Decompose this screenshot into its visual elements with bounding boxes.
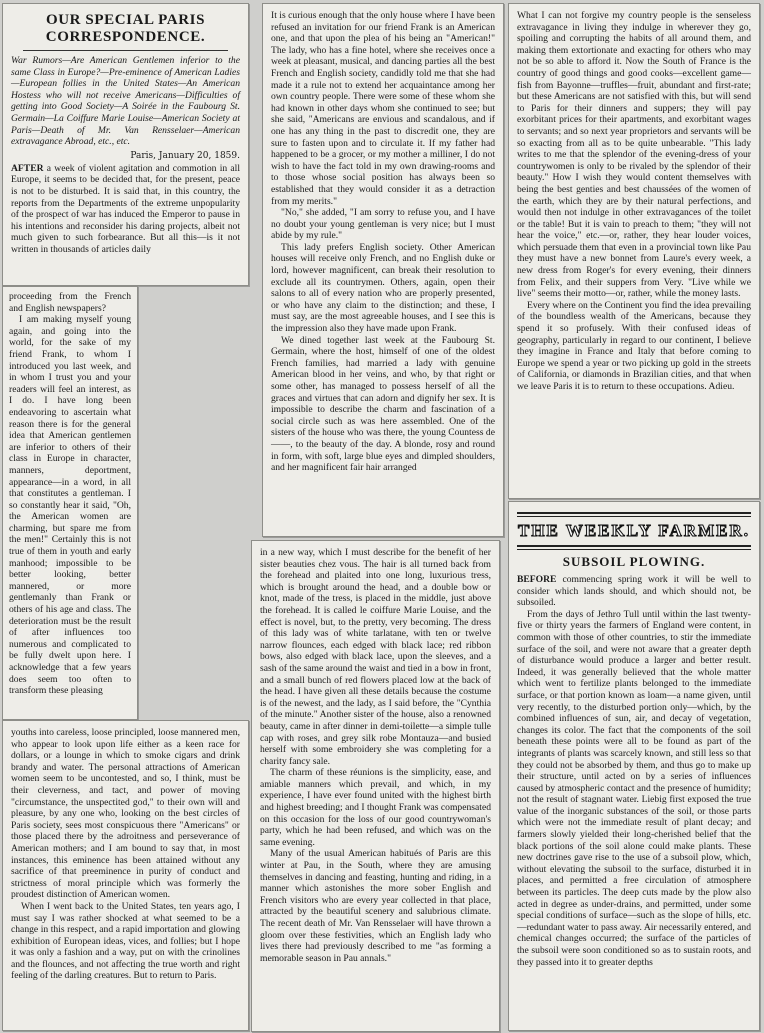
drop-cap: AFTER xyxy=(11,162,44,174)
article-title: SUBSOIL PLOWING. xyxy=(562,554,706,569)
clipping-column-two-bottom xyxy=(251,540,500,1032)
clipping-paris-correspondence-middle xyxy=(2,286,138,720)
paragraph-text: a week of violent agitation and commotion in all Europe, it seems to be decided that, for the present, peace is not to be disturbed. It is said that, in this country, the reports from the Departments of the extreme unpopularity of the prospect of war has induced the Emperor to pause in his intentions and reconsider his daring projects, albeit not much given to such forbearance. But all this—is it not written in thousands of articles daily xyxy=(11,162,240,255)
dateline: Paris, January 20, 1859. xyxy=(130,150,240,161)
clipping-paris-correspondence-top xyxy=(2,3,249,286)
paragraph: youths into careless, loose principled, loose mannered men, who appear to look upon life either as a keen race for dollars, or a lounge in which to smoke cigars and drink brandy and water. The personal attractions of American women seem to be uncontested, and so, I think, must be their cleverness, and tact, and power of moving "circumstance, the unspectited god," to their own will and pleasure, by any one who, looking on the best circles of Paris society, sees most conspicuous there "Americans" or those placed there by the adroitness and perseverance of American mothers; and I am bound to say that, in most instances, this eminence has been attained without any sacrifice of that preeminence in purity of conduct and strictness of moral principle which was formerly the proudest distinction of American women. xyxy=(11,727,240,901)
paragraph xyxy=(11,163,240,256)
paragraph: It is curious enough that the only house where I have been refused an invitation for our friend Frank is an American one, and that upon the plea of his being an "American!" The lady, who has a fine hotel, where she receives once a week at pleasant, musical, and dancing parties all the best French and English society, candidly told me that she had made it a rule not to extend her acquaintance among her own country people. There were some of these whom she had known in other days whom she continued to see; but she said, "Americans are envious and scandalous, and if one has any thing in the past to discredit one, they are sure to fasten upon and to circulate it. If my father had happened to be a grocer, or my mother a milliner, I do not wish to have the fact told in my own drawing-rooms and to those whose social position has always been so established that they would consider it as a detraction from my merits." xyxy=(271,10,495,207)
clipping-column-three-top xyxy=(508,3,760,499)
article-title: OUR SPECIAL PARIS CORRESPONDENCE. xyxy=(45,12,206,45)
section-title: THE WEEKLY FARMER. xyxy=(517,521,750,540)
clipping-column-two-top xyxy=(262,3,504,537)
paragraph: proceeding from the French and English newspapers? xyxy=(9,291,131,314)
section-divider xyxy=(517,545,751,550)
paragraph xyxy=(517,574,751,609)
paragraph: The charm of these réunions is the simplicity, ease, and amiable manners which prevail, and which, in my experience, I have ever found united with the highest birth and highest breeding; and I thought Frank was compensated on this occasion for the loss of our good countrywoman's party, which he had been refused, and which was on the same evening. xyxy=(260,767,491,848)
clipping-weekly-farmer xyxy=(508,501,760,1031)
paragraph-text: commencing spring work it will be well to consider which lands should, and which should not, be subsoiled. xyxy=(517,574,751,609)
drop-cap: BEFORE xyxy=(517,574,557,585)
paragraph: "No," she added, "I am sorry to refuse you, and I have no doubt your young gentleman is very nice; but I must abide by my rule." xyxy=(271,207,495,242)
article-summary: War Rumors—Are American Gentlemen inferior to the same Class in Europe?—Pre-eminence of American Ladies—European follies in the United States—An American Hostess who will not receive Americans—Difficulties of getting into Good Society—A Soirée in the Faubourg St. Germain—La Coiffure Marie Louise—American Society at Paris—Death of Mr. Van Rensselaer—American extravagance Abroad, etc., etc. xyxy=(11,55,240,148)
section-divider xyxy=(517,512,751,517)
paragraph: in a new way, which I must describe for the benefit of her sister beauties chez vous. The hair is all turned back from the forehead and plaited into one long, luxurious tress, which is brought around the head, and a double bow or knot, made of the tress, is placed in the middle, just above the forehead. It is called le coiffure Marie Louise, and the effect is novel, but, to the pretty, very becoming. The dress of this lady was of white tarlatane, with ten or twelve narrow flounces, each edged with black lace; red ribbon bows, also edged with black lace, upon the sleeves, and a sash of the same around the waist and tied in a bow in front, and a small bunch of red flowers placed low at the back of the head. I have given all these details because the costume is of the newest, and the lady, as I said before, the "Cynthia of the minute." Another sister of the house, also a renowned beauty, came in after dinner in demi-toilette—a simple tulle cap with roses, and grey silk robe Montauza—and busied herself with some embroidery she was completing for a charity fancy sale. xyxy=(260,547,491,767)
paragraph: Every where on the Continent you find the idea prevailing of the boundless wealth of the Americans, because they spend it so profusely. With their confused ideas of geography, particularly in regard to our continent, I believe they imagine in France and Italy that before coming to Europe we spend a year or two picking up gold in the streets of California, or diamonds in Brazilian cities, and that when we leave Paris it is to return to these occupations. Adieu. xyxy=(517,299,751,392)
title-rule xyxy=(23,50,228,51)
paragraph: From the days of Jethro Tull until within the last twenty-five or thirty years the farmers of England were content, in common with those of other countries, to stir the immediate surface of the soil, and were not aware that a greater depth of disturbance would produce a larger and better result. Indeed, it was generally believed that the whole matter which went to fertilize plants belonged to the immediate surface, or that portion known as loam—a name given, until very recently, to the disturbed portion only—which, by the combined influences of sun, air, and decay of vegetation, changes its color. The fact that the components of the soil beneath these points were all to be found as part of the integrants of plants was scarcely known, and still less so that they could not be absorbed by them, and thus go to make up their structure, until acted on by a series of influences caused by atmospheric contact and the presence of humidity; not the result of stagnant water. Liebig first exposed the true value of the inorganic substances of the soil, or those parts which were not the immediate result of plant decay; and farmers slowly yielded their long-cherished belief that the black portions of the soil alone could make plants. These new doctrines gave rise to the use of a subsoil plow, which, without elevating the subsoil to the surface, disturbed it in places, and permitted a free circulation of atmosphere between its particles. The deep cuts made by the plow also acted in degree as under-drains, and permitted, under some special conditions of surface—such as the slope of hills, etc.—redundant water to pass away. Air necessarily entered, and chemical changes occurred; the surface of the particles of the subsoil were soon conditioned so as to sustain roots, and they passed into it to greater depths xyxy=(517,608,751,968)
clipping-paris-correspondence-bottom xyxy=(2,720,249,1031)
paragraph: I am making myself young again, and going into the world, for the sake of my friend Frank, to whom I introduced you last week, and in whom I trust you and your readers will feel an interest, as I do. I have long been endeavoring to ascertain what reason there is for the general idea that American gentlemen are inferior to others of their class in Europe in character, manners, deportment, appearance—in a word, in all that constitutes a gentleman. I so constantly hear it said, "Oh, the American women are charming, but spare me from the men!" Certainly this is not true of them in youth and early manhood; impossible to be better looking, better mannered, or more gentlemanly than Frank or others of his age and class. The deterioration must be the result of after influences too numerous and complicated to be fully dwelt upon here. I acknowledge that a few years does seem too often to transform these pleasing xyxy=(9,314,131,697)
paragraph: What I can not forgive my country people is the senseless extravagance in living they indulge in wherever they go, spoiling and corrupting the habits of all around them, and making them extortionate and exacting for others who may not be so able to afford it. Now the South of France is the country of good things and good cooks—excellent game—fish from Bayonne—truffles—fruit, abundant and first-rate; but these Americans are not satisfied with this, but will send to Paris for their dinners and suppers; they will pay exorbitant prices for their apartments, and exorbitant wages to servants; and so next year proprietors and servants will be so exacting from all as to be quite unbearable. "This lady writes to me that the splendor of the evening-dress of your countrywomen is only to be rivaled by the splendor of their beauty." How I wish they would content themselves with being the best genties and best chaussées of the women of the earth, which they are by their natural perfections, and would then not indulge in other extravagances of the toilet or the table! But it is vain to preach to them; "they will not hear the voice," etc.—or, rather, they hear louder voices, which persuade them that even in a provincial town like Pau they must have a new bonnet from Laure's every week, a new dress from Roger's for every evening, their dinners from Felix, and their suppers from Very. "Live while we live" seems their motto—or, rather, while the money lasts. xyxy=(517,10,751,300)
paragraph: This lady prefers English society. Other American houses will receive only French, and no English duke or lord, however magnificent, can break their resolution to exclude all its countrymen. Others, again, open their salons to all of every nation who are properly presented, or who have any claim to the distinction; and these, I must say, are the most agreeable houses, and I see this is the impression also they have made upon Frank. xyxy=(271,241,495,335)
paragraph: Many of the usual American habitués of Paris are this winter at Pau, in the South, where they are amusing themselves in dancing and feasting, hunting and riding, in a manner which astonishes the more sober English and French visitors who are every year collected in that place, attracted by the beautiful scenery and salubrious climate. The recent death of Mr. Van Rensselaer will have thrown a gloom over these festivities, which an English lady who lives there had previously described to me "as forming a memorable season in Pau annals." xyxy=(260,848,491,964)
paragraph: When I went back to the United States, ten years ago, I must say I was rather shocked at what seemed to be a change in this respect, and a rapid importation and glowing exhibition of European ideas, vices, and follies; but I hope it was only a fashion and a way, put on with the crinolines and the flounces, and not affecting the true worth and right feeling of the darling creatures. But to return to Paris. xyxy=(11,900,240,982)
paragraph: We dined together last week at the Faubourg St. Germain, where the host, himself of one of the oldest French families, had married a lady with genuine American blood in her veins, and who, by that right or some other, has managed to possess herself of all the graces and virtues that can adorn and dignify her sex. It is impossible to describe the charm and fascination of a social circle such as was here assembled. One of the sisters of the house who was there, the young Countess de ——, to the beauty of the day. A blonde, rosy and round in form, with soft, large blue eyes and dimpled shoulders, and her magnificent fair hair arranged xyxy=(271,334,495,474)
